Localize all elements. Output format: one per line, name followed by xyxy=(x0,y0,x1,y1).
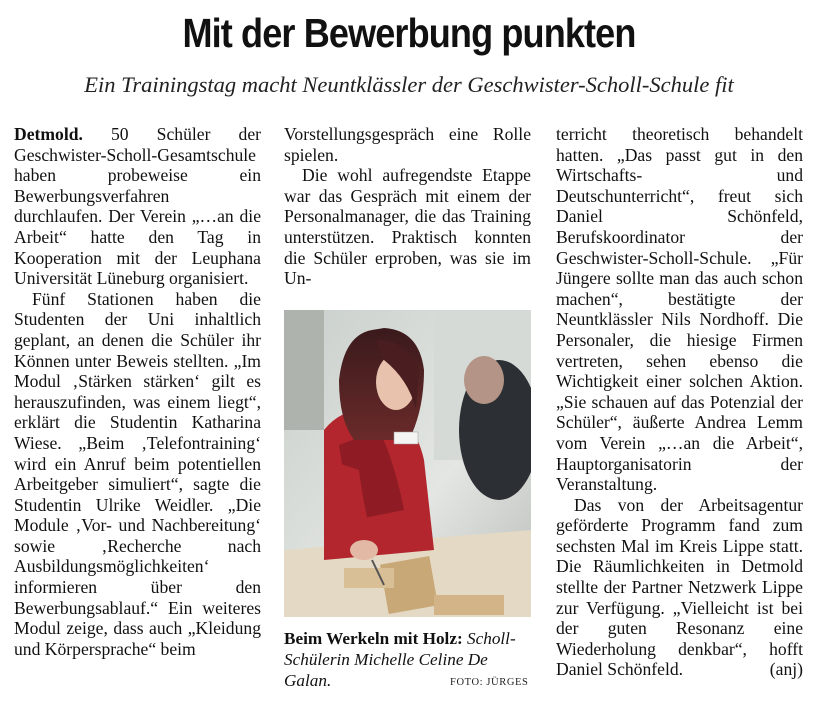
paragraph-text: 50 Schüler der Geschwister-Scholl-Gesamtschule haben probeweise ein Bewerbungsverfahren durchlaufen. Der Verein „…an die Arbeit“ hatte den Tag in Kooperation mit der Leuphana Universität Lüneburg organisiert. xyxy=(14,124,261,289)
paragraph: Vorstellungsgespräch eine Rolle spielen. xyxy=(284,124,531,165)
article-column-1 xyxy=(14,124,261,659)
paragraph-text: Das von der Arbeitsagentur geförderte Programm fand zum sechsten Mal im Kreis Lippe statt. Die Räumlichkeiten in Detmold stellte der Partner Netzwerk Lippe zur Verfügung. „Vielleicht ist bei der guten Resonanz eine Wiederholung denkbar“, hofft Daniel Schönfeld. xyxy=(556,494,803,680)
headline: Mit der Bewerbung punkten xyxy=(182,10,636,56)
paragraph xyxy=(14,124,261,289)
article-photo xyxy=(284,310,531,617)
article-column-3 xyxy=(556,124,803,680)
photo-credit: FOTO: JÜRGES xyxy=(450,677,529,688)
article-column-2 xyxy=(284,124,531,289)
caption-text: Scholl-Schülerin Michelle Celine De Galan. xyxy=(284,629,516,690)
dateline: Detmold. xyxy=(14,124,83,144)
paragraph xyxy=(556,495,803,680)
subheadline: Ein Trainingstag macht Neuntklässler der Geschwister-Scholl-Schule fit xyxy=(84,72,734,97)
author-signature: (anj) xyxy=(769,659,803,680)
paragraph: Fünf Stationen haben die Studenten der Uni inhaltlich geplant, an denen die Schüler ihr Können unter Beweis stellten. „Im Modul ‚Stärken stärken‘ gilt es herauszufinden, was einem liegt“, erklärt die Studentin Katharina Wiese. „Beim ‚Telefontraining‘ wird ein Anruf beim potentiellen Arbeitgeber simuliert“, sagte die Studentin Ulrike Weidler. „Die Module ‚Vor- und Nachbereitung‘ sowie ‚Recherche nach Ausbildungsmöglichkeiten‘ informieren über den Bewerbungsablauf.“ Ein weiteres Modul zeige, dass auch „Kleidung und Körpersprache“ beim xyxy=(14,288,261,659)
caption-lead: Beim Werkeln mit Holz: xyxy=(284,629,463,648)
paragraph: terricht theoretisch behandelt hatten. „Das passt gut in den Wirtschafts- und Deutschunterricht“, freut sich Daniel Schönfeld, Berufskoordinator der Geschwister-Scholl-Schule. „Für Jüngere sollte man das auch schon machen“, bestätigte der Neuntklässler Nils Nordhoff. Die Personaler, die hiesige Firmen vertreten, sehen ebenso die Wichtigkeit einer solchen Aktion. „Sie schauen auf das Potenzial der Schüler“, äußerte Andrea Lemm vom Verein „…an die Arbeit“, Hauptorganisatorin der Veranstaltung. xyxy=(556,124,803,495)
paragraph: Die wohl aufregendste Etappe war das Gespräch mit einem der Personalmanager, die das Training unterstützen. Praktisch konnten die Schüler erproben, was sie im Un- xyxy=(284,165,531,289)
